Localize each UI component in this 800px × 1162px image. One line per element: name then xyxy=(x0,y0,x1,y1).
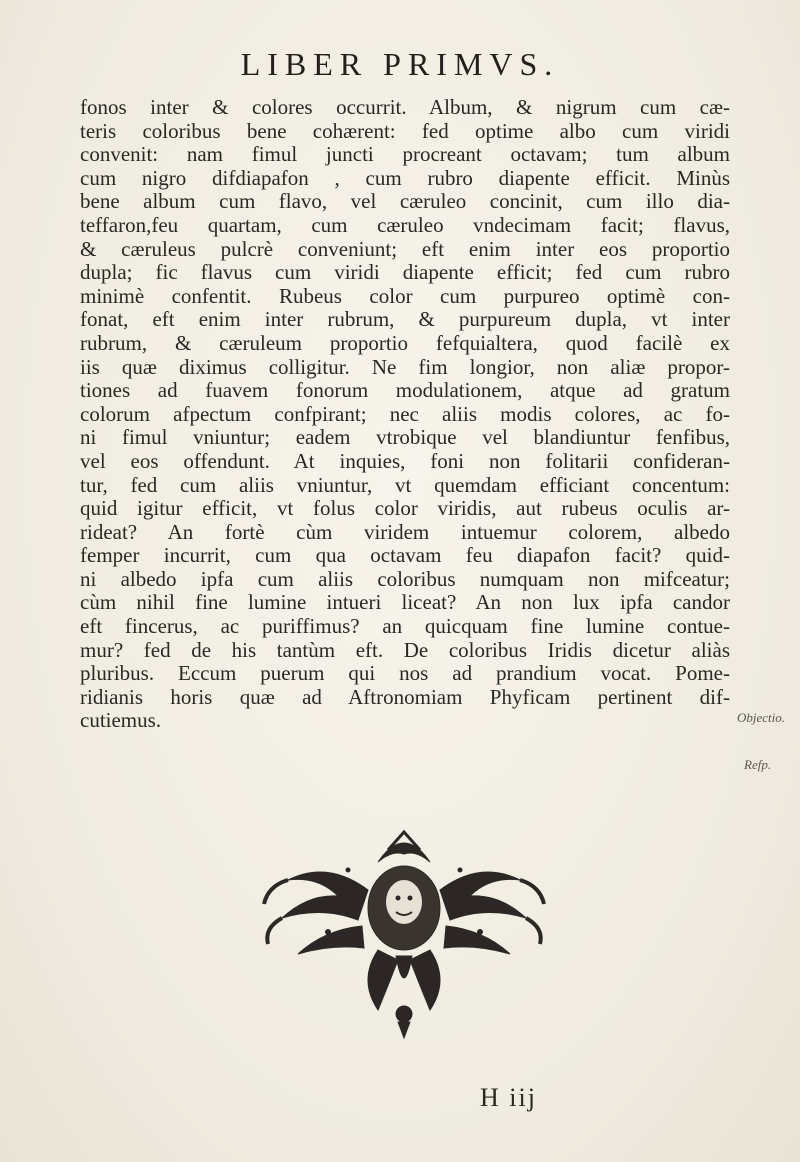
text-line: ni albedo ipfa cum aliis coloribus numquam non mifceatur; xyxy=(80,566,730,591)
text-line: mur? fed de his tantùm eft. De coloribus Iridis dicetur aliàs xyxy=(80,637,730,662)
vignette-ornament xyxy=(228,810,580,1040)
margin-note-objection: Objectio. xyxy=(737,710,786,725)
text-line: cùm nihil fine lumine intueri liceat? An non lux ipfa candor xyxy=(80,590,730,615)
text-line: pluribus. Eccum puerum qui nos ad prandium vocat. Pome- xyxy=(80,661,730,686)
text-line: rideat? An fortè cùm viridem intuemur colorem, albedo xyxy=(80,519,730,544)
text-line: colorum afpectum confpirant; nec aliis modis colores, ac fo- xyxy=(80,401,730,426)
text-line: fonat, eft enim inter rubrum, & purpureum dupla, vt inter xyxy=(80,307,730,332)
text-line: vel eos offendunt. At inquies, foni non folitarii confideran- xyxy=(80,448,730,473)
body-text xyxy=(80,96,730,733)
signature-mark: H iij xyxy=(480,1083,537,1112)
text-line: cum nigro difdiapafon , cum rubro diapente efficit. Minùs xyxy=(80,165,730,190)
text-line: bene album cum flavo, vel cæruleo concinit, cum illo dia- xyxy=(80,189,730,214)
text-line: & cæruleus pulcrè conveniunt; eft enim inter eos proportio xyxy=(80,236,730,261)
text-line: teris coloribus bene cohærent: fed optime albo cum viridi xyxy=(80,118,730,143)
text-line: rubrum, & cæruleum proportio fefquialtera, quod facilè ex xyxy=(80,330,730,355)
text-line: minimè confentit. Rubeus color cum purpureo optimè con- xyxy=(80,283,730,308)
margin-note-reply: Refp. xyxy=(744,757,772,772)
text-line: cutiemus. xyxy=(80,708,162,733)
text-line: quid igitur efficit, vt folus color viridis, aut rubeus oculis ar- xyxy=(80,496,730,521)
text-line: dupla; fic flavus cum viridi diapente efficit; fed cum rubro xyxy=(80,260,730,285)
text-line: tiones ad fuavem fonorum modulationem, atque ad gratum xyxy=(80,378,730,403)
text-line: fonos inter & colores occurrit. Album, & nigrum cum cæ- xyxy=(80,95,730,119)
text-line: teffaron,feu quartam, cum cæruleo vndecimam facit; flavus, xyxy=(80,212,730,237)
text-line: femper incurrit, cum qua octavam feu diapafon facit? quid- xyxy=(80,543,730,568)
text-line: convenit: nam fimul juncti procreant octavam; tum album xyxy=(80,142,730,167)
text-line: iis quæ diximus colligitur. Ne fim longior, non aliæ propor- xyxy=(80,354,730,379)
text-line: eft fincerus, ac puriffimus? an quicquam fine lumine contue- xyxy=(80,614,730,639)
running-head: LIBER PRIMVS. xyxy=(240,46,560,82)
text-line: ridianis horis quæ ad Aftronomiam Phyficam pertinent dif- xyxy=(80,684,730,709)
text-line: ni fimul vniuntur; eadem vtrobique vel blandiuntur fenfibus, xyxy=(80,425,730,450)
text-line: tur, fed cum aliis vniuntur, vt quemdam efficiant concentum: xyxy=(80,472,730,497)
